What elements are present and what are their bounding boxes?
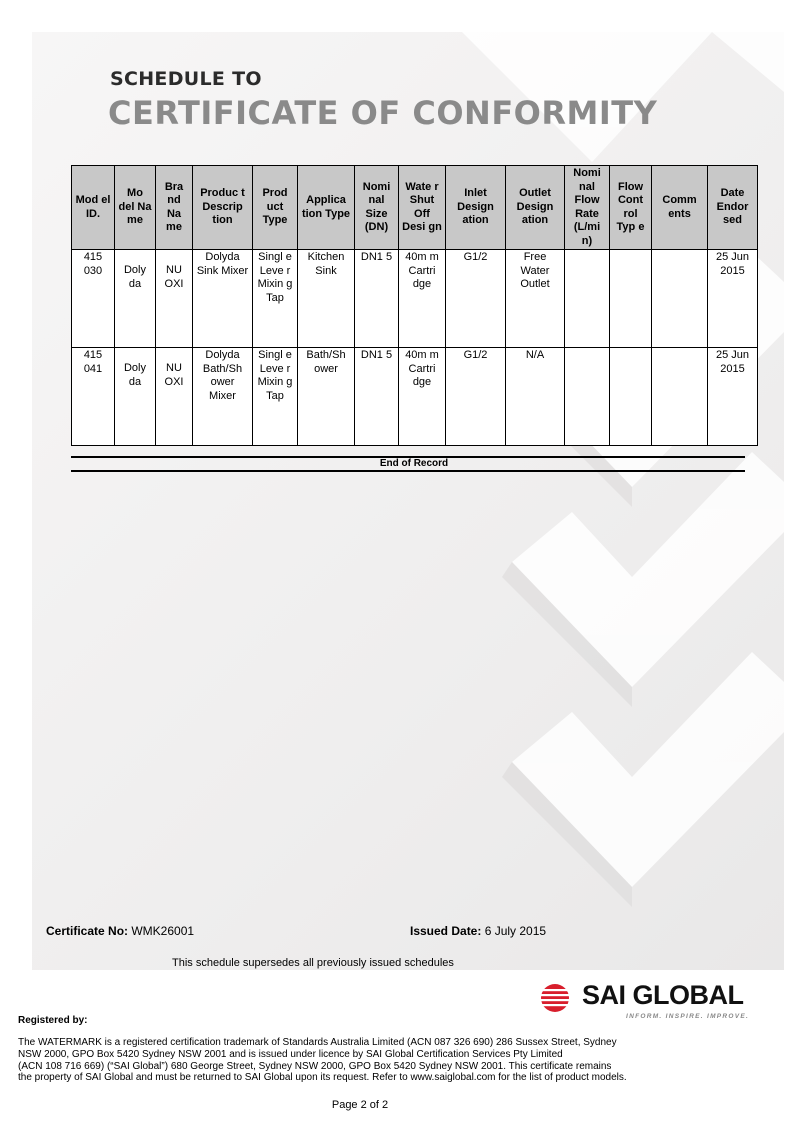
table-cell: Doly da [115, 250, 156, 348]
table-cell [610, 348, 652, 446]
column-header: Bra nd Na me [156, 166, 193, 250]
column-header: Nomi nal Size (DN) [355, 166, 399, 250]
column-header: Prod uct Type [253, 166, 298, 250]
legal-notice [18, 1037, 718, 1084]
table-cell: Bath/Sh ower [298, 348, 355, 446]
certificate-number-value: WMK26001 [131, 924, 195, 938]
table-cell: Kitchen Sink [298, 250, 355, 348]
table-cell: Dolyda Bath/Sh ower Mixer [193, 348, 253, 446]
table-cell: G1/2 [446, 250, 506, 348]
column-header: Date Endor sed [708, 166, 758, 250]
table-cell: Singl e Leve r Mixin g Tap [253, 250, 298, 348]
end-of-record-label: End of Record [379, 458, 449, 469]
table-row [72, 250, 758, 348]
column-header: Wate r Shut Off Desi gn [399, 166, 446, 250]
table-cell: 415 030 [72, 250, 115, 348]
issued-date [410, 924, 546, 938]
table-cell: 25 Jun 2015 [708, 250, 758, 348]
table-cell: 40m m Cartri dge [399, 348, 446, 446]
sai-global-logo [538, 980, 753, 1027]
issued-date-label: Issued Date: [410, 924, 482, 938]
table-cell: NU OXI [156, 250, 193, 348]
table-cell: DN1 5 [355, 250, 399, 348]
table-cell: DN1 5 [355, 348, 399, 446]
table-row [72, 348, 758, 446]
column-header: Outlet Design ation [506, 166, 565, 250]
table-cell [565, 348, 610, 446]
end-of-record-bottom-rule [71, 470, 745, 472]
legal-line: NSW 2000, GPO Box 5420 Sydney NSW 2001 and is issued under licence by SAI Global Certification Services Pty Limited [18, 1048, 563, 1060]
column-header: Flow Cont rol Typ e [610, 166, 652, 250]
issued-date-value: 6 July 2015 [484, 924, 547, 938]
column-header: Produc t Descrip tion [193, 166, 253, 250]
table-cell: Singl e Leve r Mixin g Tap [253, 348, 298, 446]
sai-global-globe-icon [540, 983, 576, 1013]
column-header: Mod el ID. [72, 166, 115, 250]
column-header: Mo del Na me [115, 166, 156, 250]
table-cell [565, 250, 610, 348]
column-header: Comm ents [652, 166, 708, 250]
table-cell: 25 Jun 2015 [708, 348, 758, 446]
table-cell: Dolyda Sink Mixer [193, 250, 253, 348]
table-cell: 40m m Cartri dge [399, 250, 446, 348]
logo-tagline: INFORM. INSPIRE. IMPROVE. [626, 1013, 750, 1020]
schedule-table [71, 165, 758, 446]
table-cell [610, 250, 652, 348]
table-cell: Doly da [115, 348, 156, 446]
column-header: Applica tion Type [298, 166, 355, 250]
table-cell: NU OXI [156, 348, 193, 446]
supersedes-notice: This schedule supersedes all previously issued schedules [172, 957, 454, 969]
table-cell: 415 041 [72, 348, 115, 446]
logo-wordmark: SAI GLOBAL [582, 980, 744, 1010]
page-number: Page 2 of 2 [331, 1099, 389, 1111]
legal-line: The WATERMARK is a registered certification trademark of Standards Australia Limited (ACN 087 326 690) 286 Sussex Street, Sydney [18, 1037, 617, 1048]
legal-line: (ACN 108 716 669) (“SAI Global”) 680 George Street, Sydney NSW 2000, GPO Box 5420 Sydney NSW 2001. This certificate remains [18, 1060, 612, 1072]
table-cell [652, 348, 708, 446]
registered-by-label: Registered by: [18, 1015, 88, 1026]
table-cell [652, 250, 708, 348]
column-header: Inlet Design ation [446, 166, 506, 250]
table-cell: Free Water Outlet [506, 250, 565, 348]
legal-line: the property of SAI Global and must be returned to SAI Global upon its request. Refer to www.saiglobal.com for the list of product models. [18, 1072, 627, 1084]
schedule-title: SCHEDULE TO [110, 68, 262, 90]
column-header: Nomi nal Flow Rate (L/mi n) [565, 166, 610, 250]
table-header-row [72, 166, 758, 250]
certificate-number-label: Certificate No: [46, 924, 129, 938]
certificate-number [46, 924, 194, 938]
table-cell: G1/2 [446, 348, 506, 446]
certificate-title: CERTIFICATE OF CONFORMITY [108, 94, 658, 132]
table-cell: N/A [506, 348, 565, 446]
